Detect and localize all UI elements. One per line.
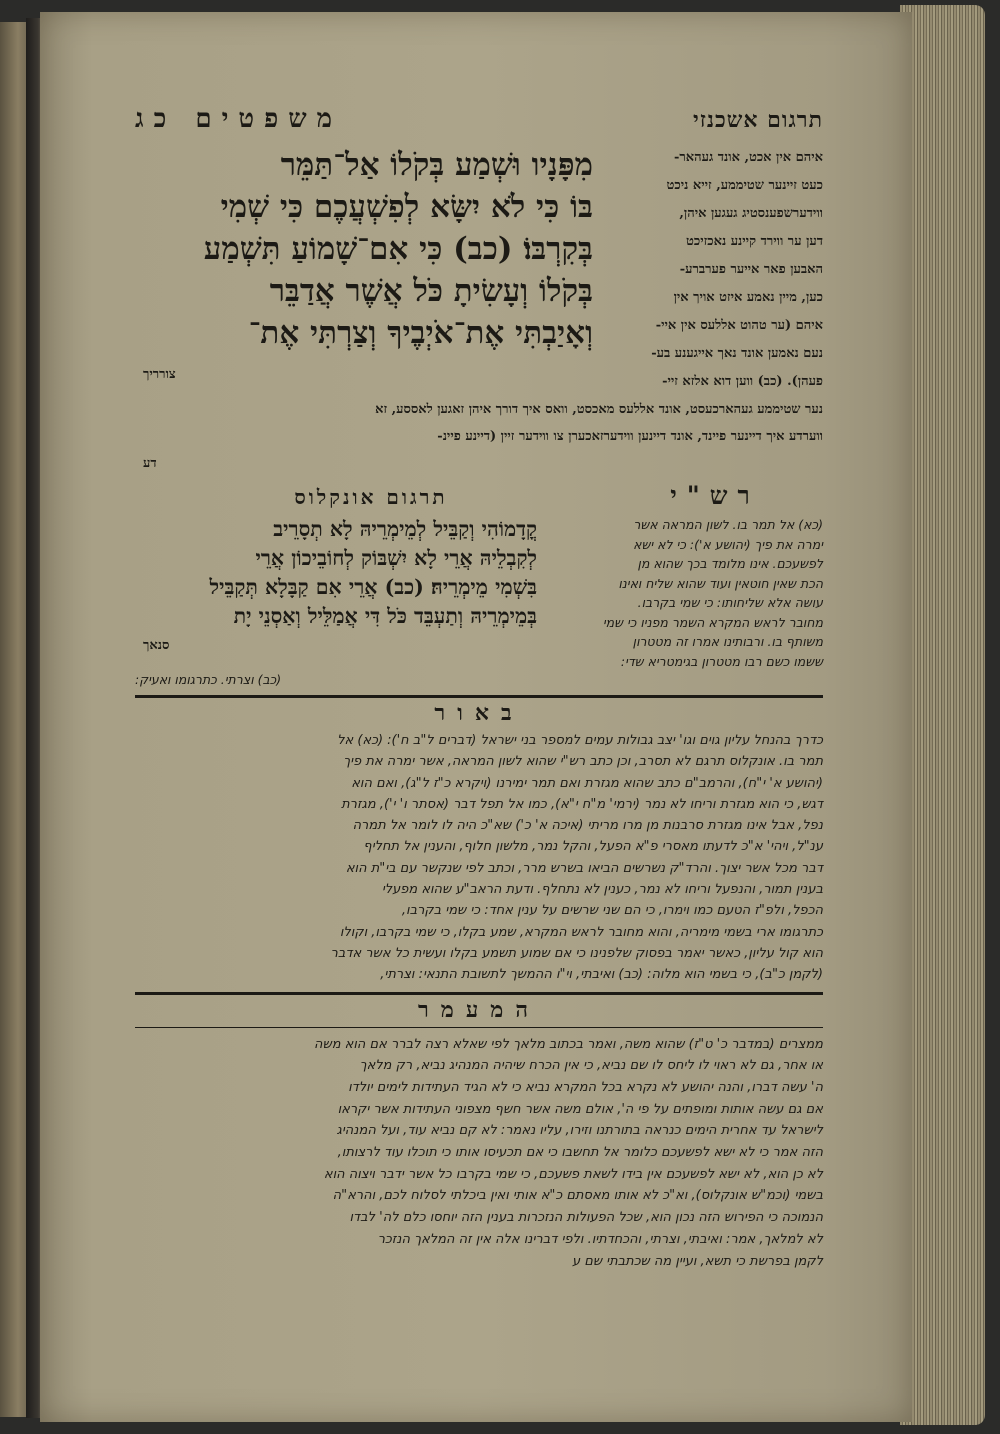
targum-line: נעם נאמען אונד נאך אייגענע בע- [651,346,823,361]
commentary-headers [135,481,823,515]
verse-line: בְּקֹלוֹ וְעָשִׂיתָ כֹּל אֲשֶׁר אֲדַבֵּר [269,273,593,309]
verse-line: מִפָּנָיו וּשְׁמַע בְּקֹלוֹ אַל־תַּמֵּר [280,147,593,183]
beur-line: ענ"ל, ויהי' א"כ לדעתו מאסרי פ"א הפעל, והקל נמר, מלשון חלוף, והענין אל תחליף [363,839,823,855]
targum-line: כען, מיין נאמע איזט אויך אין [673,290,823,305]
targum-line: האבען פאר אייער פערברע- [679,262,823,277]
maamar-line: או אחר, גם לא ראוי לו ליחס לו שם נביא, כי אין הכרח שיהיה המנהיג נביא, רק מלאך [359,1058,823,1074]
beur-line: בענין תמור, והנפעל וריחו לא נמר, כענין לא נתחלף. ודעת הראב"ע שהוא מפעלי [381,882,823,898]
onkelos-line: לְקִבְלֵיהּ אֲרֵי לָא יִשְׁבּוֹק לְחוֹבֵיכוֹן אֲרֵי [255,546,537,570]
beur-line: דבר מכל אשר יצוך. והרד"ק נשרשים הביאו בשרש מרר, וכתב לפי שנקשר עם בי"ת הוא [345,860,823,876]
beur-line: כדרך בהנחל עליון גוים וגו' יצב גבולות עמים למספר בני ישראל (דברים ל"ב ח'): (כא) אל [337,733,823,748]
rashi-title: רש"י [670,481,760,510]
beur-line: דגש, כי הוא מגזרת וריחו לא נמר (ירמי' מ"ח י"א), כמו אל תפל דבר (אסתר ו' י'), מגזרת [341,796,823,812]
rashi-line: מחובר לראש המקרא השמר מפניו כי שמי [602,614,823,630]
maamar-line: ממצרים (במדבר כ' ט"ז) שהוא משה, ואמר בכתוב מלאך לפי שאלא רצה לברר אם הוא משה [314,1036,823,1052]
torah-verse-column [135,144,593,396]
maamar-line: בשמי (וכמ"ש אונקלוס), וא"כ לא אותו מאסתם כ"א אותי ואין ביכלתי לסלוח לכם, והרא"ה [332,1188,823,1204]
targum-line: דען ער ווירד קיינע נאכזיכט [686,234,823,249]
beur-line: (יהושע א' י"ח), והרמב"ם כתב שהוא מגזרת ואם תמר ימירנו (ויקרא כ"ז ל"ג), ואם הוא [351,775,823,791]
rashi-column [551,515,823,671]
targum-line: כעט זיינער שטיממע, זייא ניכט [666,178,823,193]
header-targum-ashkenazi: תרגום אשכנזי [692,107,823,133]
beur-line: (לקמן כ"ב), כי בשמי הוא מלוה: (כב) ואיבתי, וי"ו ההמשך לתשובת התנאי: וצרתי, [380,967,823,983]
verse-catchword: צורריך [143,367,176,382]
beur-commentary [135,730,823,986]
maamar-line: לא כן הוא, לא ישא לפשעכם אין בידו לשאת פשעכם, כי שמי בקרבו כל אשר ידבר ויצוה הוא [323,1166,823,1182]
targum-line: ווידערשפענסטיג געגען איהן, [679,206,823,221]
book-page [40,12,912,1422]
rashi-line: משותף בו. ורבותינו אמרו זה מטטרון [632,634,823,649]
onkelos-column [135,515,537,671]
onkelos-line: בְּמֵימְרֵיהּ וְתַעְבֵּד כֹּל דִּי אֲמַלֵּיל וְאַסְנֵי יָת [233,604,537,628]
beur-line: תמר בו. אונקלוס תרגם לא תסרב, וכן כתב רש"י שהוא לשון המראה, אשר ימרה את פיך [343,754,823,770]
page-header [135,104,823,144]
verse-line: וְאָיַבְתִּי אֶת־אֹיְבֶיךָ וְצַרְתִּי אֶת־ [248,315,593,351]
page-edges-stack [900,5,985,1425]
maamar-line: לישראל עד אחרית הימים כנראה בתורתנו וזירו, עליו נאמר: לא קם נביא עוד, ועל המנהיג [336,1123,823,1139]
targum-line: איהם (ער טהוט אללעס אין איי- [655,318,823,333]
thin-divider [135,1027,823,1028]
maamar-line: הנמוכה כי הפירוש הזה נכון הוא, שכל הפעולות הנזכרות בענין הזה יוחסו כלם לה' לבדו [349,1210,823,1226]
rashi-line: עושה אלא שליחותו: כי שמי בקרבו. [637,595,823,610]
targum-catchword: דע [143,456,157,471]
rashi-line: ימרה את פיך (יהושע א'): כי לא ישא [633,536,823,552]
onkelos-line: קֳדָמוֹהִי וְקַבֵּיל לְמֵימְרֵיהּ לָא תְסָרֵיב [273,517,537,541]
beur-line: נפל, אבל אינו מגזרת סרבנות מן מרו מריתי (איכה א' כ') שא"כ היה לו לומר אל תמרה [352,818,823,834]
rashi-onkelos-block [135,515,823,671]
rashi-line: ששמו כשם רבו מטטרון בגימטריא שדי: [620,653,823,669]
section-divider [135,992,823,995]
onkelos-line: בִּשְׁמִי מֵימְרֵיהּ׃ (כב) אֲרֵי אִם קַבָּלָא תְּקַבֵּיל [209,575,537,599]
section-divider [135,695,823,698]
targum-line: איהם אין אכט, אונד געהאר- [673,150,823,165]
targum-line: פעהן). (כב) ווען דוא אלזא זיי- [662,374,823,389]
header-parsha-chapter: משפטים כג [135,104,343,134]
top-block [135,144,823,396]
hamaamar-commentary [135,1034,823,1273]
targum-ashkenazi-continuation [135,396,823,477]
beur-line: כתרגומו ארי בשמי מימריה, והוא מחובר לראש המקרא, שמע בקלו, כי שמי בקרבו, וקולו [339,924,823,940]
onkelos-catchword: סנאך [143,638,170,653]
maamar-line: לא למלאך, אמר: ואיבתי, וצרתי, והכחדתיו. ולפי דברינו אלה אין זה המלאך הנזכר [377,1231,823,1247]
rashi-last-line [135,671,823,689]
targum-continuation-line: נער שטיממע געהארכעסט, אונד אללעס מאכסט, וואס איך דורך איהן זאגען לאססע, זא [375,402,823,417]
rashi-last-line-text: (כב) וצרתי. כתרגומו ואעיק: [135,672,282,687]
beur-line: הכפל, ולפ"ז הטעם כמו וימרו, כי הם שני שרשים על ענין אחד: כי שמי בקרבו, [401,903,823,919]
maamar-line: הזה אמר כי לא ישא לפשעכם כלומר אל תחשבו כי אם תכעיסו אותו כי תוכלו עוד לרצותו, [337,1145,823,1161]
beur-line: הוא קול עליון, כאשר יאמר בפסוק שלפנינו כי אם שמוע תשמע בקלו ועשית כל אשר אדבר [330,945,823,961]
maamar-line: ה' עשה דברו, והנה יהושע לא נקרא בכל המקרא נביא כי לא הגיד העתידות לימים יולדו [348,1079,823,1095]
onkelos-title: תרגום אונקלוס [294,485,448,509]
rashi-line: (כא) אל תמר בו. לשון המראה אשר [633,517,823,532]
beur-title: באור [434,700,524,726]
maamar-line: לקמן בפרשת כי תשא, ועיין מה שכתבתי שם ע [571,1253,823,1269]
targum-continuation-line: ווערדע איך דיינער פיינד, אונד דיינען ווידערזאכערן צו ווידער זיין (דיינע פיינ- [437,429,823,444]
rashi-line: הכת שאין חוטאין ועוד שהוא שליח ואינו [618,575,823,591]
verse-line: בְּקִרְבּוֹ׃ (כב) כִּי אִם־שָׁמוֹעַ תִּשְׁמַע [203,231,593,267]
targum-ashkenazi-column [607,144,823,396]
maamar-line: אם גם עשה אותות ומופתים על פי ה', אולם משה אשר חשף מצפוני העתידות אשר יקראו [337,1101,823,1117]
rashi-line: לפשעכם. אינו מלומד בכך שהוא מן [637,556,823,571]
verse-line: בּוֹ כִּי לֹא יִשָּׂא לְפִשְׁעֲכֶם כִּי שְׁמִי [220,189,593,225]
hamaamar-title: המעמר [418,996,540,1023]
page-content [135,104,823,1272]
